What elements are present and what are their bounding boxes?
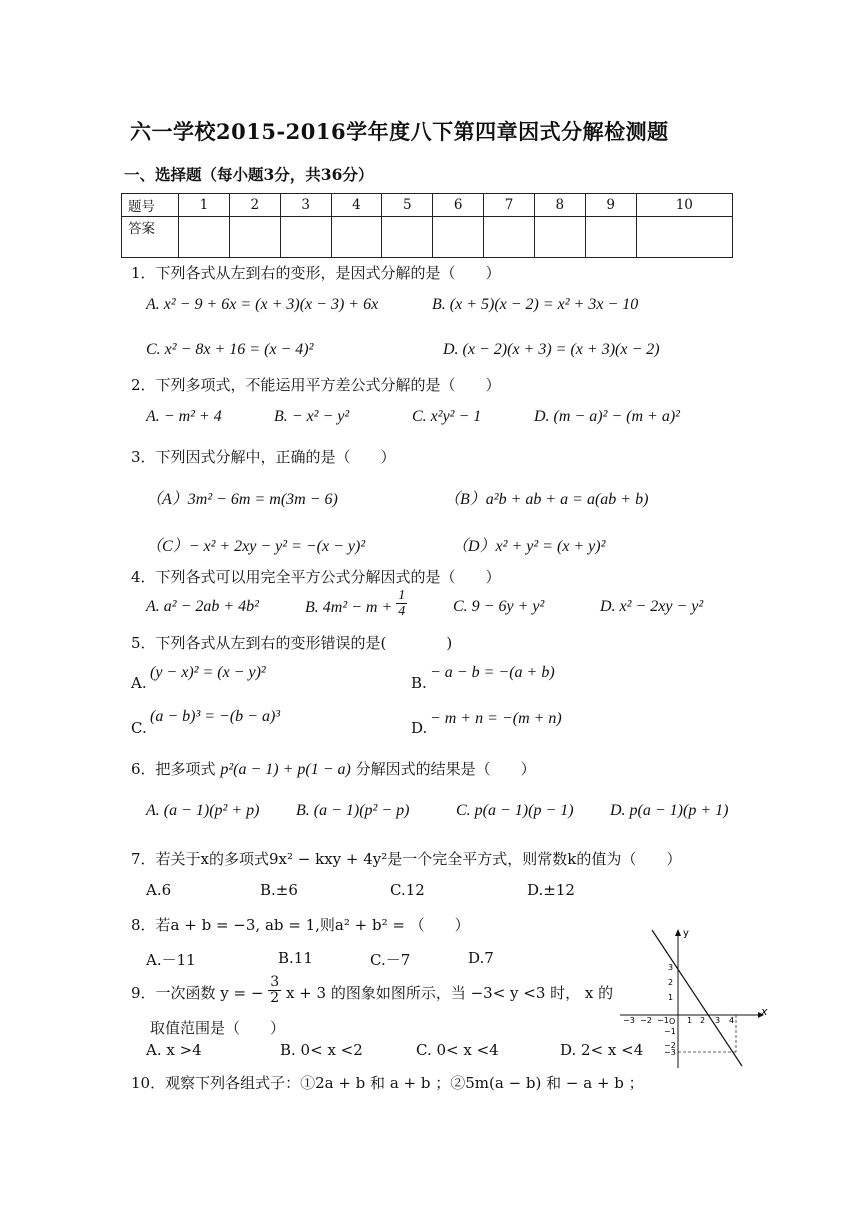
table-row <box>122 194 733 217</box>
table-label-number: 题号 <box>122 194 179 217</box>
q6-stem-post: 分解因式的结果是（ ） <box>355 760 536 778</box>
q9-fraction <box>268 975 281 1006</box>
answer-cell[interactable] <box>585 217 636 258</box>
q2-option-d[interactable]: D. (m − a)² − (m + a)² <box>534 408 680 425</box>
x-tick-label: −1 <box>657 1016 669 1025</box>
answer-table <box>121 193 733 258</box>
table-cell: 1 <box>179 194 230 217</box>
table-cell: 5 <box>382 194 433 217</box>
question-9-line2: 取值范围是（ ） <box>150 1019 286 1037</box>
q5-option-b-letter: B. <box>411 674 427 692</box>
fraction-numerator: 3 <box>270 973 280 990</box>
q9-option-c[interactable]: C. 0< x <4 <box>416 1041 499 1059</box>
table-row <box>122 217 733 258</box>
answer-cell[interactable] <box>484 217 535 258</box>
question-4: 4．下列各式可以用完全平方公式分解因式的是（ ） <box>131 568 501 586</box>
q8-option-b[interactable]: B.11 <box>278 949 313 967</box>
q5-option-c-letter: C. <box>131 719 147 737</box>
x-tick-label: −3 <box>623 1016 635 1025</box>
q5-option-c[interactable]: (a − b)³ = −(b − a)³ <box>150 708 281 725</box>
x-tick-label: 1 <box>687 1016 693 1025</box>
q9-option-d[interactable]: D. 2< x <4 <box>560 1041 644 1059</box>
q2-option-b[interactable]: B. − x² − y² <box>274 408 350 425</box>
y-tick-label: 3 <box>668 963 674 972</box>
answer-cell[interactable] <box>179 217 230 258</box>
table-cell: 6 <box>433 194 484 217</box>
answer-cell[interactable] <box>433 217 484 258</box>
x-tick-label: −2 <box>640 1016 652 1025</box>
q4-option-b-text: B. 4m² − m + <box>305 599 393 617</box>
q3-option-b[interactable]: （B）a²b + ab + a = a(ab + b) <box>444 491 649 508</box>
q4-option-c[interactable]: C. 9 − 6y + y² <box>453 598 545 615</box>
question-10: 10．观察下列各组式子：①2a + b 和 a + b ；②5m(a − b) 和 − a + b ； <box>131 1074 644 1092</box>
q9-stem-pre: 9．一次函数 y = − <box>131 984 264 1002</box>
y-tick-label: −2 <box>664 1041 676 1050</box>
q6-option-a[interactable]: A. (a − 1)(p² + p) <box>146 802 260 819</box>
question-2: 2．下列多项式，不能运用平方差公式分解的是（ ） <box>131 376 501 394</box>
answer-cell[interactable] <box>229 217 280 258</box>
q6-stem-expr: p²(a − 1) + p(1 − a) <box>220 761 351 778</box>
answer-cell[interactable] <box>382 217 433 258</box>
q9-function-graph <box>612 922 772 1072</box>
q6-option-b[interactable]: B. (a − 1)(p² − p) <box>296 802 410 819</box>
q7-option-a[interactable]: A.6 <box>146 881 172 899</box>
y-tick-label: −3 <box>664 1048 676 1057</box>
q8-option-d[interactable]: D.7 <box>468 949 494 967</box>
q4-option-a[interactable]: A. a² − 2ab + 4b² <box>146 598 259 615</box>
q3-option-c[interactable]: （C）− x² + 2xy − y² = −(x − y)² <box>146 538 366 555</box>
answer-cell[interactable] <box>280 217 331 258</box>
table-cell: 7 <box>484 194 535 217</box>
x-tick-label: 3 <box>715 1016 721 1025</box>
x-tick-label: 2 <box>700 1016 706 1025</box>
q4-option-b[interactable] <box>305 588 407 619</box>
question-3: 3．下列因式分解中，正确的是（ ） <box>131 448 396 466</box>
q2-option-a[interactable]: A. − m² + 4 <box>146 408 222 425</box>
q1-option-a[interactable]: A. x² − 9 + 6x = (x + 3)(x − 3) + 6x <box>146 296 379 313</box>
section-heading: 一、选择题（每小题3分，共36分） <box>124 165 374 184</box>
q5-option-a-letter: A. <box>131 674 147 692</box>
y-axis-arrow <box>675 929 681 936</box>
fraction-denominator: 4 <box>398 604 406 619</box>
q5-option-d[interactable]: − m + n = −(m + n) <box>430 710 562 727</box>
table-cell: 9 <box>585 194 636 217</box>
answer-cell[interactable] <box>534 217 585 258</box>
question-9 <box>131 973 614 1006</box>
table-cell: 4 <box>331 194 382 217</box>
q8-option-c[interactable]: C.－7 <box>370 951 411 969</box>
question-1: 1．下列各式从左到右的变形，是因式分解的是（ ） <box>131 264 501 282</box>
question-8: 8．若a + b = −3, ab = 1,则a² + b² = （ ） <box>131 916 470 934</box>
q6-stem-pre: 6．把多项式 <box>131 760 216 778</box>
origin-label: O <box>669 1017 676 1026</box>
x-tick-label: 4 <box>729 1016 735 1025</box>
y-tick-label: 2 <box>668 978 674 987</box>
q5-option-b[interactable]: − a − b = −(a + b) <box>430 664 555 681</box>
question-7: 7．若关于x的多项式9x² − kxy + 4y²是一个完全平方式，则常数k的值为（ ） <box>131 850 682 868</box>
q1-option-b[interactable]: B. (x + 5)(x − 2) = x² + 3x − 10 <box>432 296 639 313</box>
q9-option-b[interactable]: B. 0< x <2 <box>280 1041 363 1059</box>
q1-option-d[interactable]: D. (x − 2)(x + 3) = (x + 3)(x − 2) <box>443 341 660 358</box>
q9-stem-post: x + 3 的图象如图所示，当 −3< y <3 时， x 的 <box>285 984 614 1002</box>
q7-option-b[interactable]: B.±6 <box>260 881 298 899</box>
q9-option-a[interactable]: A. x >4 <box>146 1041 202 1059</box>
y-tick-label: 1 <box>668 993 674 1002</box>
x-axis-label: x <box>761 1005 768 1018</box>
q3-option-a[interactable]: （A）3m² − 6m = m(3m − 6) <box>146 491 338 508</box>
answer-cell[interactable] <box>636 217 732 258</box>
q4-fraction <box>396 588 407 619</box>
y-tick-label: −1 <box>664 1027 676 1036</box>
question-5: 5．下列各式从左到右的变形错误的是( ) <box>131 634 453 652</box>
q6-option-c[interactable]: C. p(a − 1)(p − 1) <box>456 802 574 819</box>
table-cell: 3 <box>280 194 331 217</box>
question-6 <box>131 758 536 779</box>
q2-option-c[interactable]: C. x²y² − 1 <box>412 408 482 425</box>
q4-option-d[interactable]: D. x² − 2xy − y² <box>600 598 704 615</box>
fraction-denominator: 2 <box>270 989 280 1006</box>
q3-option-d[interactable]: （D）x² + y² = (x + y)² <box>452 538 606 555</box>
q5-option-d-letter: D. <box>411 719 428 737</box>
q7-option-c[interactable]: C.12 <box>390 881 425 899</box>
fraction-numerator: 1 <box>398 588 406 603</box>
table-cell: 8 <box>534 194 585 217</box>
q8-option-a[interactable]: A.－11 <box>146 951 196 969</box>
page-title: 六一学校2015-2016学年度八下第四章因式分解检测题 <box>130 119 669 144</box>
q1-option-c[interactable]: C. x² − 8x + 16 = (x − 4)² <box>146 341 314 358</box>
y-axis-label: y <box>683 928 689 939</box>
table-cell: 2 <box>229 194 280 217</box>
q5-option-a[interactable]: (y − x)² = (x − y)² <box>150 664 266 681</box>
answer-cell[interactable] <box>331 217 382 258</box>
q6-option-d[interactable]: D. p(a − 1)(p + 1) <box>610 802 729 819</box>
table-label-answer: 答案 <box>122 217 179 258</box>
q7-option-d[interactable]: D.±12 <box>527 881 575 899</box>
table-cell: 10 <box>636 194 732 217</box>
